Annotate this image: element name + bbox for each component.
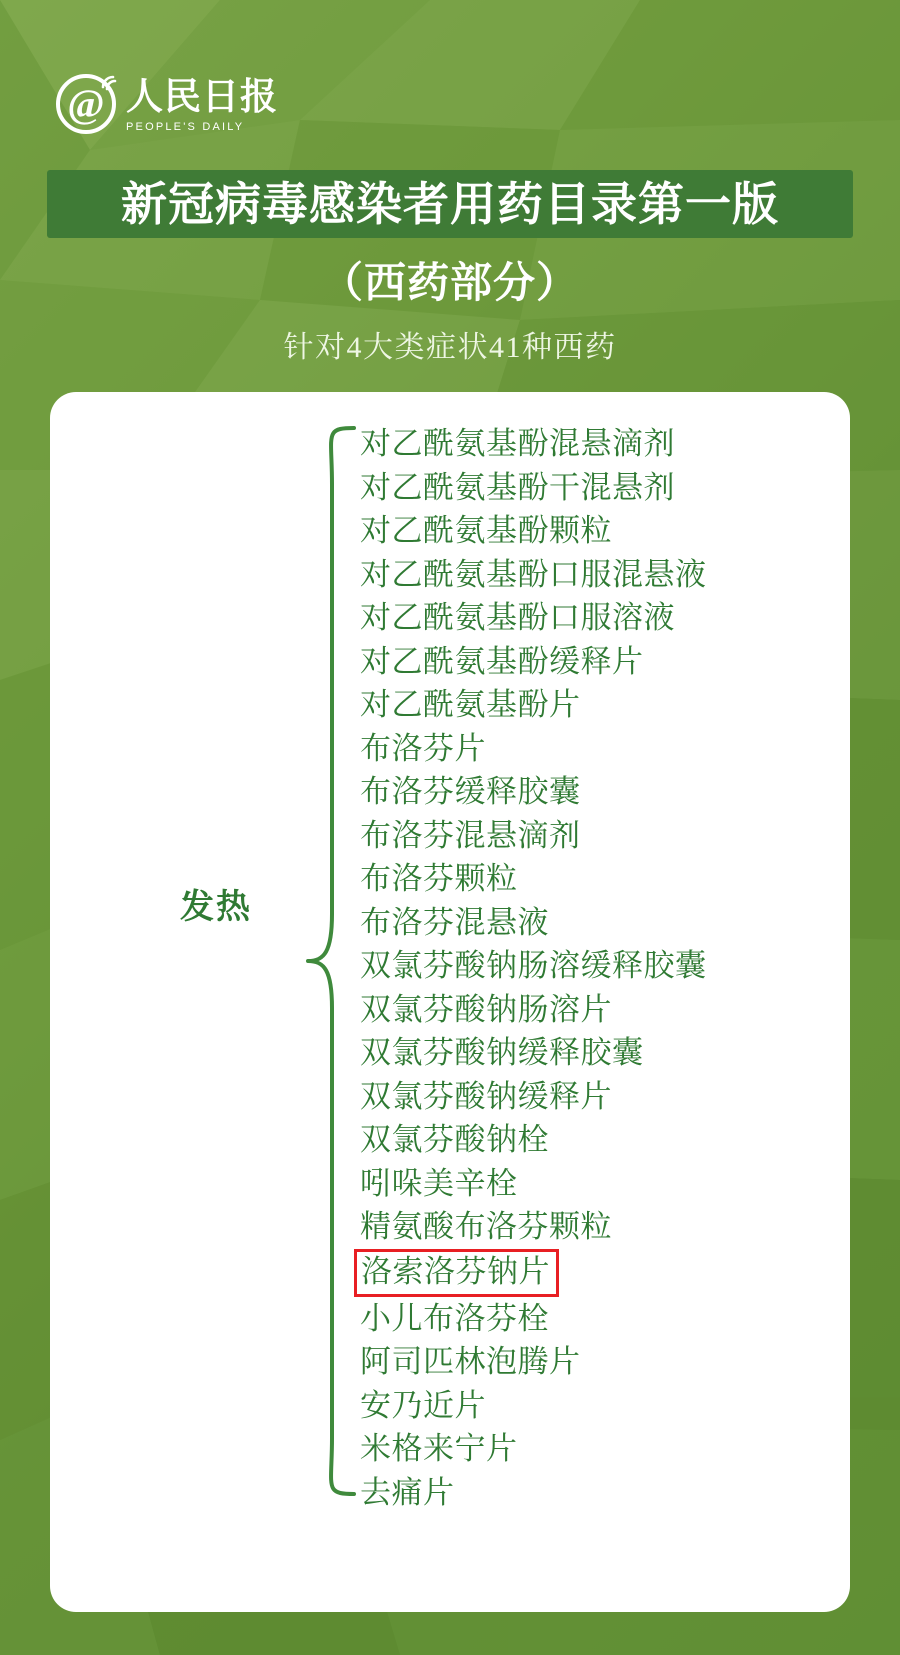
drug-item: 吲哚美辛栓 (360, 1165, 518, 1201)
drug-item: 去痛片 (360, 1474, 455, 1510)
drug-item: 双氯芬酸钠肠溶片 (360, 991, 612, 1027)
drug-item: 双氯芬酸钠缓释胶囊 (360, 1035, 644, 1070)
drug-item: 对乙酰氨基酚片 (360, 687, 581, 722)
brand-name-en: PEOPLE'S DAILY (126, 121, 245, 133)
category-label: 发热 (180, 888, 252, 926)
drug-item: 对乙酰氨基酚缓释片 (360, 643, 644, 679)
drug-item: 布洛芬缓释胶囊 (360, 774, 581, 809)
curly-brace-icon (302, 424, 362, 1499)
brand-logo (56, 72, 278, 134)
category-group-fever (50, 392, 850, 1612)
drug-item: 双氯芬酸钠栓 (360, 1122, 549, 1157)
brand-name-cn: 人民日报 (126, 76, 278, 117)
drug-item: 对乙酰氨基酚颗粒 (360, 513, 612, 548)
drug-item: 布洛芬混悬液 (360, 904, 549, 940)
drug-list-card (50, 392, 850, 1612)
drug-item: 对乙酰氨基酚混悬滴剂 (360, 426, 675, 461)
page-subtitle: （西药部分） (320, 259, 579, 306)
page-title-band (47, 170, 853, 238)
at-sign-signal-icon: @ (56, 74, 116, 134)
drug-item: 阿司匹林泡腾片 (360, 1344, 581, 1379)
drug-item: 双氯芬酸钠肠溶缓释胶囊 (360, 948, 707, 983)
drug-item: 布洛芬混悬滴剂 (360, 817, 581, 853)
drug-list (360, 422, 830, 1514)
drug-item: 对乙酰氨基酚口服溶液 (360, 600, 675, 635)
drug-item: 双氯芬酸钠缓释片 (360, 1078, 612, 1114)
drug-item: 精氨酸布洛芬颗粒 (360, 1209, 612, 1244)
drug-item: 小儿布洛芬栓 (360, 1300, 549, 1336)
highlighted-drug-item: 洛索洛芬钠片 (354, 1249, 559, 1297)
drug-item: 对乙酰氨基酚干混悬剂 (360, 469, 675, 505)
drug-item: 布洛芬片 (360, 730, 486, 766)
drug-item: 米格来宁片 (360, 1431, 518, 1466)
highlighted-drug-row (360, 1249, 830, 1297)
page-tagline: 针对4大类症状41种西药 (283, 331, 617, 364)
page-title: 新冠病毒感染者用药目录第一版 (121, 178, 779, 230)
drug-item: 对乙酰氨基酚口服混悬液 (360, 556, 707, 592)
drug-item: 安乃近片 (360, 1387, 486, 1423)
drug-item: 布洛芬颗粒 (360, 861, 518, 896)
